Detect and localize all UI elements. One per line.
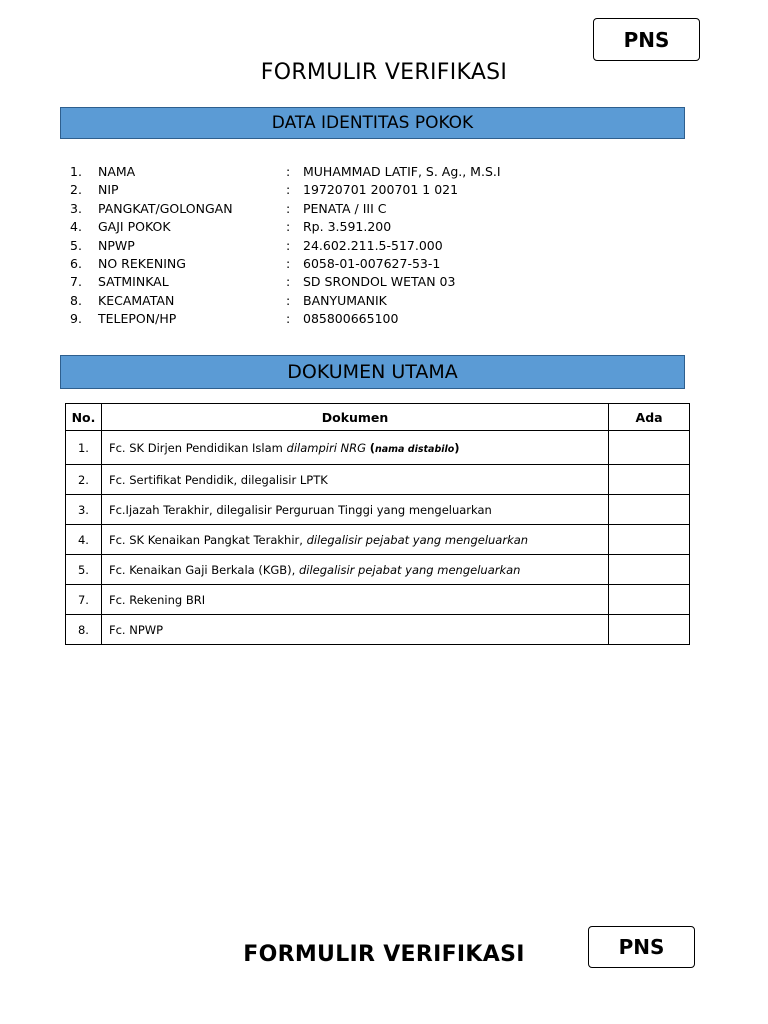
table-row	[66, 585, 690, 615]
table-row	[66, 615, 690, 645]
row-number: 5.	[66, 555, 102, 585]
footer-pns-badge: PNS	[588, 926, 695, 968]
row-number: 7.	[70, 274, 82, 290]
colon: :	[286, 311, 291, 327]
colon: :	[286, 219, 291, 235]
footer-title: FORMULIR VERIFIKASI	[243, 942, 525, 967]
row-number: 9.	[70, 311, 82, 327]
colon: :	[286, 182, 291, 198]
colon: :	[286, 237, 291, 253]
document-note: dilampiri NRG	[286, 440, 370, 455]
identity-list	[70, 164, 630, 330]
field-label: NAMA	[98, 164, 136, 179]
ada-checkbox-cell[interactable]	[609, 555, 690, 585]
document-note: dilegalisir pejabat yang mengeluarkan	[298, 562, 521, 577]
document-text: Fc. SK Dirjen Pendidikan Islam	[108, 440, 287, 455]
row-number: 2.	[70, 182, 82, 198]
pns-badge: PNS	[593, 18, 700, 61]
identity-row	[70, 274, 630, 292]
field-label: NO REKENING	[98, 255, 186, 271]
field-label: NPWP	[98, 237, 135, 253]
document-text: Fc. Kenaikan Gaji Berkala (KGB),	[108, 562, 299, 577]
identity-row	[70, 256, 630, 274]
row-number: 5.	[70, 237, 82, 253]
table-row	[66, 495, 690, 525]
document-cell	[101, 495, 608, 525]
document-text: Fc.Ijazah Terakhir, dilegalisir Perguruan Tinggi yang mengeluarkan	[108, 502, 492, 517]
field-value: 6058-01-007627-53-1	[303, 255, 441, 271]
table-header-row	[66, 404, 690, 431]
field-value: Rp. 3.591.200	[303, 219, 392, 235]
column-header-no: No.	[66, 404, 102, 431]
row-number: 4.	[70, 219, 82, 235]
field-value: 085800665100	[303, 311, 399, 327]
field-label: TELEPON/HP	[98, 311, 177, 327]
row-number: 3.	[66, 495, 102, 525]
identity-row	[70, 164, 630, 182]
field-label: PANGKAT/GOLONGAN	[98, 200, 233, 216]
document-note: dilegalisir pejabat yang mengeluarkan	[306, 532, 529, 547]
row-number: 4.	[66, 525, 102, 555]
row-number: 3.	[70, 200, 82, 216]
row-number: 8.	[70, 292, 82, 308]
row-number: 1.	[70, 164, 82, 179]
ada-checkbox-cell[interactable]	[609, 465, 690, 495]
row-number: 6.	[70, 255, 82, 271]
field-value: 19720701 200701 1 021	[303, 182, 459, 198]
field-label: KECAMATAN	[98, 292, 175, 308]
table-row	[66, 525, 690, 555]
document-cell	[101, 555, 608, 585]
paren-close: )	[454, 440, 460, 455]
document-small-note: nama distabilo	[374, 443, 455, 455]
ada-checkbox-cell[interactable]	[609, 495, 690, 525]
row-number: 2.	[66, 465, 102, 495]
field-value: 24.602.211.5-517.000	[303, 237, 443, 253]
column-header-document: Dokumen	[101, 404, 608, 431]
document-cell	[101, 585, 608, 615]
field-label: GAJI POKOK	[98, 219, 171, 235]
field-label: SATMINKAL	[98, 274, 169, 290]
document-cell	[101, 525, 608, 555]
colon: :	[286, 274, 291, 290]
ada-checkbox-cell[interactable]	[609, 585, 690, 615]
identity-row	[70, 182, 630, 200]
ada-checkbox-cell[interactable]	[609, 615, 690, 645]
section-header-documents: DOKUMEN UTAMA	[60, 355, 685, 389]
document-cell	[101, 615, 608, 645]
document-text: Fc. Rekening BRI	[108, 592, 206, 607]
colon: :	[286, 164, 291, 179]
field-value: BANYUMANIK	[303, 292, 387, 308]
field-label: NIP	[98, 182, 119, 198]
identity-row	[70, 219, 630, 237]
table-row	[66, 465, 690, 495]
identity-row	[70, 238, 630, 256]
field-value: SD SRONDOL WETAN 03	[303, 274, 456, 290]
identity-row	[70, 201, 630, 219]
field-value: MUHAMMAD LATIF, S. Ag., M.S.I	[303, 164, 501, 179]
section-header-identity: DATA IDENTITAS POKOK	[60, 107, 685, 139]
row-number: 7.	[66, 585, 102, 615]
page-title: FORMULIR VERIFIKASI	[260, 60, 508, 85]
paren-open: (	[369, 440, 375, 455]
document-text: Fc. Sertifikat Pendidik, dilegalisir LPTK	[108, 472, 328, 487]
documents-table	[65, 403, 690, 645]
column-header-ada: Ada	[609, 404, 690, 431]
document-cell	[101, 431, 608, 465]
identity-row	[70, 311, 630, 329]
colon: :	[286, 255, 291, 271]
colon: :	[286, 292, 291, 308]
document-text: Fc. SK Kenaikan Pangkat Terakhir,	[108, 532, 307, 547]
identity-row	[70, 293, 630, 311]
document-text: Fc. NPWP	[108, 622, 164, 637]
row-number: 1.	[66, 431, 102, 465]
table-row	[66, 431, 690, 465]
table-row	[66, 555, 690, 585]
field-value: PENATA / III C	[303, 200, 387, 216]
ada-checkbox-cell[interactable]	[609, 525, 690, 555]
ada-checkbox-cell[interactable]	[609, 431, 690, 465]
colon: :	[286, 200, 291, 216]
row-number: 8.	[66, 615, 102, 645]
document-cell	[101, 465, 608, 495]
